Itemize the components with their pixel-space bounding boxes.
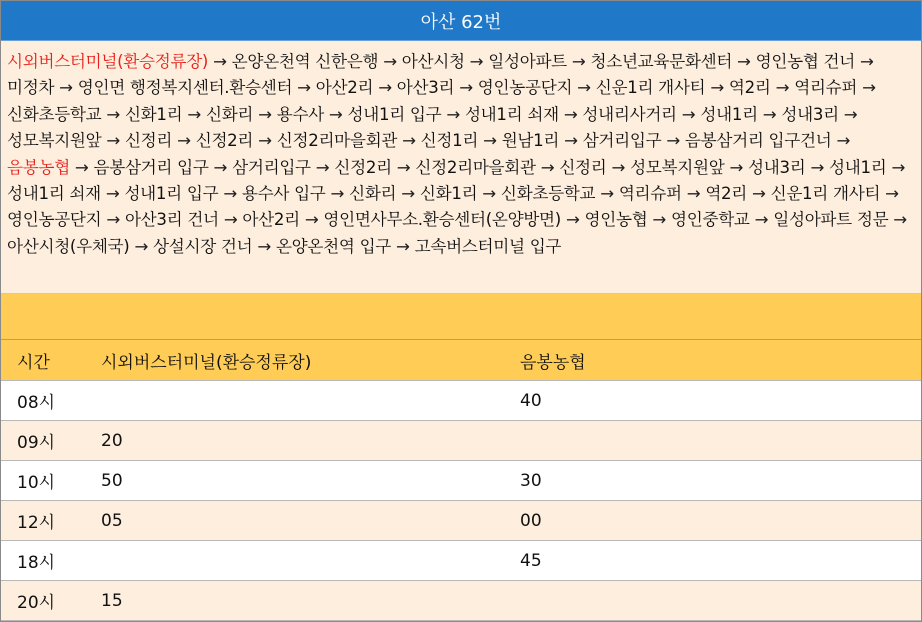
timetable-row	[1, 581, 921, 621]
route-arrow: →	[208, 52, 232, 71]
route-stop: 삼거리입구	[232, 157, 311, 177]
route-stop: 성내1리	[700, 104, 758, 124]
cell-origin-minute: 20	[79, 421, 499, 461]
route-stop: 아산시청(우체국)	[7, 236, 130, 256]
route-stop: 신화1리	[419, 184, 478, 204]
cell-return-minute	[499, 421, 921, 461]
route-stop: 온양온천역 신한은행	[231, 52, 379, 71]
route-stop: 역리슈퍼	[618, 184, 682, 204]
route-arrow: →	[441, 104, 465, 124]
route-arrow: →	[69, 157, 94, 177]
route-stop: 원남1리	[501, 131, 560, 151]
cell-time: 10시	[1, 461, 79, 501]
route-stop: 성내리사거리	[582, 104, 677, 124]
route-stop: 성내1리 입구	[347, 104, 442, 124]
route-stop: 성내3리	[781, 104, 839, 124]
route-arrow: →	[478, 131, 502, 151]
route-stop: 성내1리	[829, 157, 887, 177]
timetable-header-row	[1, 340, 921, 381]
route-arrow: →	[535, 157, 560, 177]
route-arrow: →	[464, 52, 489, 71]
route-arrow: →	[595, 184, 619, 204]
route-arrow: →	[606, 157, 631, 177]
route-arrow: →	[299, 210, 324, 230]
route-arrow: →	[218, 184, 242, 204]
route-arrow: →	[661, 131, 685, 151]
route-stop: 온양온천역 입구	[275, 236, 392, 256]
route-title	[1, 1, 921, 41]
route-arrow: →	[253, 104, 277, 124]
route-stop: 신정2리마을회관	[415, 157, 536, 177]
route-arrow: →	[732, 52, 756, 71]
route-stop: 용수사	[276, 104, 324, 124]
route-arrow: →	[172, 131, 196, 151]
route-arrow: →	[208, 157, 233, 177]
route-arrow: →	[454, 78, 478, 98]
cell-time: 08시	[1, 381, 79, 421]
route-stop: 신화리	[205, 104, 254, 124]
route-arrow: →	[681, 184, 706, 204]
route-arrow: →	[391, 236, 415, 256]
cell-time: 09시	[1, 421, 79, 461]
route-stop: 역2리	[705, 184, 748, 204]
route-stop: 성내1리 입구	[124, 184, 219, 204]
route-arrow: →	[310, 157, 335, 177]
route-arrow: →	[560, 210, 585, 230]
route-stop: 신정2리마을회관	[276, 131, 398, 151]
route-arrow: →	[397, 131, 421, 151]
route-stop: 용수사 입구	[241, 184, 326, 204]
header-return-stop: 음봉농협	[499, 340, 921, 381]
cell-time: 18시	[1, 541, 79, 581]
route-stop: 상설시장 건너	[153, 236, 253, 256]
route-stop: 일성아파트 정문	[773, 210, 889, 230]
cell-time: 12시	[1, 501, 79, 541]
route-arrow: →	[54, 78, 78, 98]
route-arrow: →	[880, 184, 899, 204]
route-stop: 성내3리	[748, 157, 806, 177]
route-arrow: →	[676, 104, 701, 124]
route-stop: 영인면사무소.환승센터(온양방면)	[323, 210, 561, 230]
route-arrow: →	[101, 104, 125, 124]
route-stop: 음봉삼거리 입구	[93, 157, 209, 177]
route-arrow: →	[252, 236, 276, 256]
departure-timetable	[1, 340, 921, 621]
route-arrow: →	[886, 157, 906, 177]
cell-origin-minute: 15	[79, 581, 499, 621]
route-stop: 아산3리	[396, 78, 455, 98]
cell-return-minute: 00	[499, 501, 921, 541]
route-arrow: →	[253, 131, 277, 151]
route-stop: 아산3리 건너	[124, 210, 219, 230]
route-arrow: →	[559, 131, 583, 151]
route-arrow: →	[218, 210, 243, 230]
route-stop: 신화1리	[124, 104, 183, 124]
route-stop: 아산2리	[315, 78, 374, 98]
route-stop: 성모복지원앞	[630, 157, 725, 177]
route-arrow: →	[373, 78, 397, 98]
route-arrow: →	[838, 104, 858, 124]
route-arrow: →	[396, 184, 420, 204]
route-arrow: →	[323, 104, 348, 124]
header-time: 시간	[1, 340, 79, 381]
route-stop: 아산2리	[242, 210, 300, 230]
route-stop: 신화초등학교	[7, 104, 102, 124]
route-stop: 신정1리	[420, 131, 479, 151]
route-arrow: →	[888, 210, 907, 230]
cell-return-minute	[499, 581, 921, 621]
timetable-row	[1, 461, 921, 501]
route-stop: 성내1리 쇠재	[7, 184, 101, 204]
route-arrow: →	[391, 157, 416, 177]
route-arrow: →	[572, 78, 596, 98]
route-stop: 성내1리 쇠재	[464, 104, 559, 124]
route-title-text: 아산 62번	[420, 11, 502, 33]
route-arrow: →	[292, 78, 316, 98]
timetable-row	[1, 541, 921, 581]
route-stop: 삼거리입구	[582, 131, 662, 151]
route-stop: 청소년교육문화센터	[590, 52, 733, 71]
route-stop: 아산시청	[401, 52, 465, 71]
cell-origin-minute: 50	[79, 461, 499, 501]
route-arrow: →	[831, 131, 851, 151]
route-stop: 신정리	[124, 131, 173, 151]
route-arrow: →	[129, 236, 154, 256]
route-stop: 영인면 행정복지센터.환승센터	[77, 78, 293, 98]
timetable-row	[1, 501, 921, 541]
route-stop: 영인농공단지	[477, 78, 573, 98]
route-stop: 고속버스터미널 입구	[414, 236, 562, 256]
route-arrow: →	[747, 184, 771, 204]
route-arrow: →	[724, 157, 749, 177]
route-arrow: →	[647, 210, 672, 230]
route-stop: 신화리	[349, 184, 397, 204]
timetable-row	[1, 381, 921, 421]
route-stop: 신정2리	[195, 131, 254, 151]
route-arrow: →	[477, 184, 501, 204]
route-arrow: →	[101, 210, 125, 230]
cell-origin-minute: 05	[79, 501, 499, 541]
route-arrow: →	[182, 104, 206, 124]
route-arrow: →	[558, 104, 583, 124]
route-arrow: →	[705, 78, 729, 98]
route-arrow: →	[325, 184, 350, 204]
route-arrow: →	[805, 157, 830, 177]
cell-return-minute: 40	[499, 381, 921, 421]
header-origin-stop: 시외버스터미널(환승정류장)	[79, 340, 499, 381]
timetable-row	[1, 421, 921, 461]
route-arrow: →	[566, 52, 591, 71]
cell-return-minute: 30	[499, 461, 921, 501]
route-arrow: →	[857, 78, 876, 98]
route-stop: 신운1리 개사티	[770, 184, 881, 204]
route-stop-list	[1, 41, 921, 294]
cell-return-minute: 45	[499, 541, 921, 581]
route-stop: 영인농협	[584, 210, 648, 230]
route-arrow: →	[770, 78, 795, 98]
route-arrow: →	[854, 52, 874, 71]
cell-time: 20시	[1, 581, 79, 621]
route-stop: 영인농협 건너	[755, 52, 855, 71]
route-stop: 영인중학교	[671, 210, 750, 230]
route-stop: 영인농공단지	[7, 210, 102, 230]
route-stop: 역리슈퍼	[794, 78, 858, 98]
route-stop: 신정2리	[334, 157, 392, 177]
route-stop: 신화초등학교	[500, 184, 596, 204]
route-arrow: →	[749, 210, 774, 230]
route-arrow: →	[101, 131, 125, 151]
route-stop: 음봉삼거리 입구건너	[684, 131, 832, 151]
route-stop: 시외버스터미널(환승정류장)	[7, 52, 209, 71]
route-arrow: →	[757, 104, 782, 124]
route-stop: 일성아파트	[488, 52, 567, 71]
route-stop: 신운1리 개사티	[595, 78, 706, 98]
route-arrow: →	[100, 184, 125, 204]
route-stop: 음봉농협	[7, 157, 70, 177]
route-stop: 성모복지원앞	[7, 131, 102, 151]
section-divider-bar	[1, 294, 921, 340]
route-stop: 역2리	[728, 78, 771, 98]
route-stop: 미정차	[7, 78, 55, 98]
cell-origin-minute	[79, 381, 499, 421]
cell-origin-minute	[79, 541, 499, 581]
route-stop: 신정리	[559, 157, 607, 177]
route-arrow: →	[378, 52, 402, 71]
